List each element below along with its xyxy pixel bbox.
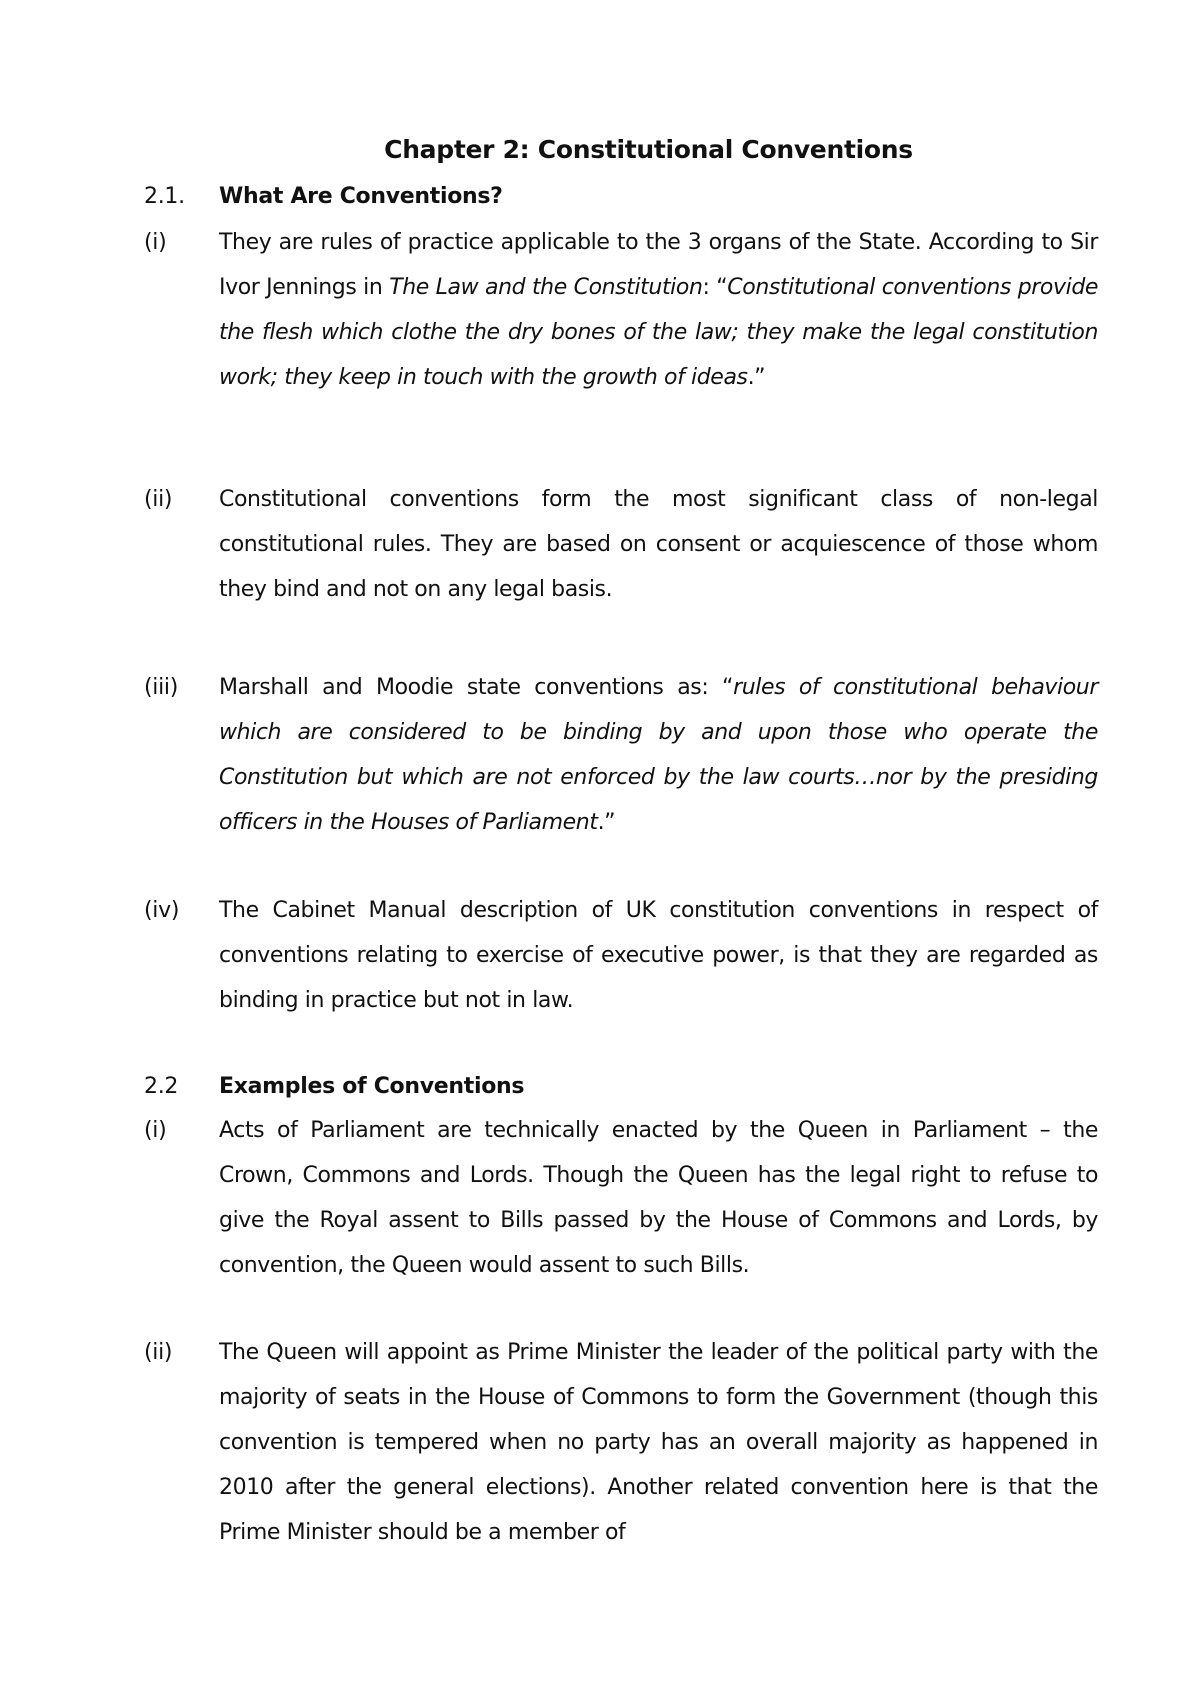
- section-heading: What Are Conventions?: [219, 184, 503, 209]
- paragraph-text: .”: [747, 365, 766, 390]
- item-paragraph: The Cabinet Manual description of UK constitution conventions in respect of conventions relating to exercise of executive power, is that they are regarded as binding in practice but not in law.: [219, 898, 1098, 1013]
- paragraph-text: Marshall and Moodie state conventions as: “: [219, 675, 734, 700]
- item-paragraph: [219, 665, 1098, 845]
- item-paragraph: Constitutional conventions form the most significant class of non-legal constitutional rules. They are based on consent or acquiescence of those whom they bind and not on any legal basis.: [219, 487, 1098, 602]
- item-paragraph: [219, 220, 1098, 400]
- item-marker: (ii): [144, 487, 173, 512]
- item-marker: (i): [144, 1118, 167, 1143]
- section-number: 2.2: [144, 1074, 179, 1099]
- paragraph-text: They are rules of practice applicable to the 3 organs of the State. According to Sir Ivor Jennings in: [219, 230, 1098, 300]
- item-marker: (ii): [144, 1340, 173, 1365]
- item-paragraph: Acts of Parliament are technically enacted by the Queen in Parliament – the Crown, Commons and Lords. Though the Queen has the legal right to refuse to give the Royal assent to Bills passed by the House of Commons and Lords, by convention, the Queen would assent to such Bills.: [219, 1118, 1098, 1278]
- item-marker: (i): [144, 230, 167, 255]
- quotation: Constitutional conventions provide the flesh which clothe the dry bones of the law; they make the legal constitution work; they keep in touch with the growth of ideas: [219, 275, 1099, 390]
- paragraph-text: : “: [702, 275, 728, 300]
- chapter-title: Chapter 2: Constitutional Conventions: [384, 135, 913, 164]
- paragraph-text: .”: [597, 810, 616, 835]
- item-paragraph: The Queen will appoint as Prime Minister the leader of the political party with the majority of seats in the House of Commons to form the Government (though this convention is tempered when no party has an overall majority as happened in 2010 after the general elections). Another related convention here is that the Prime Minister should be a member of: [219, 1340, 1098, 1545]
- section-number: 2.1.: [144, 184, 185, 209]
- item-marker: (iii): [144, 675, 179, 700]
- item-marker: (iv): [144, 898, 180, 923]
- section-heading: Examples of Conventions: [219, 1074, 525, 1099]
- quotation: rules of constitutional behaviour which are considered to be binding by and upon those who operate the Constitution but which are not enforced by the law courts…nor by the presiding officers in the Houses of Parliament: [219, 675, 1098, 835]
- book-title: The Law and the Constitution: [389, 275, 703, 300]
